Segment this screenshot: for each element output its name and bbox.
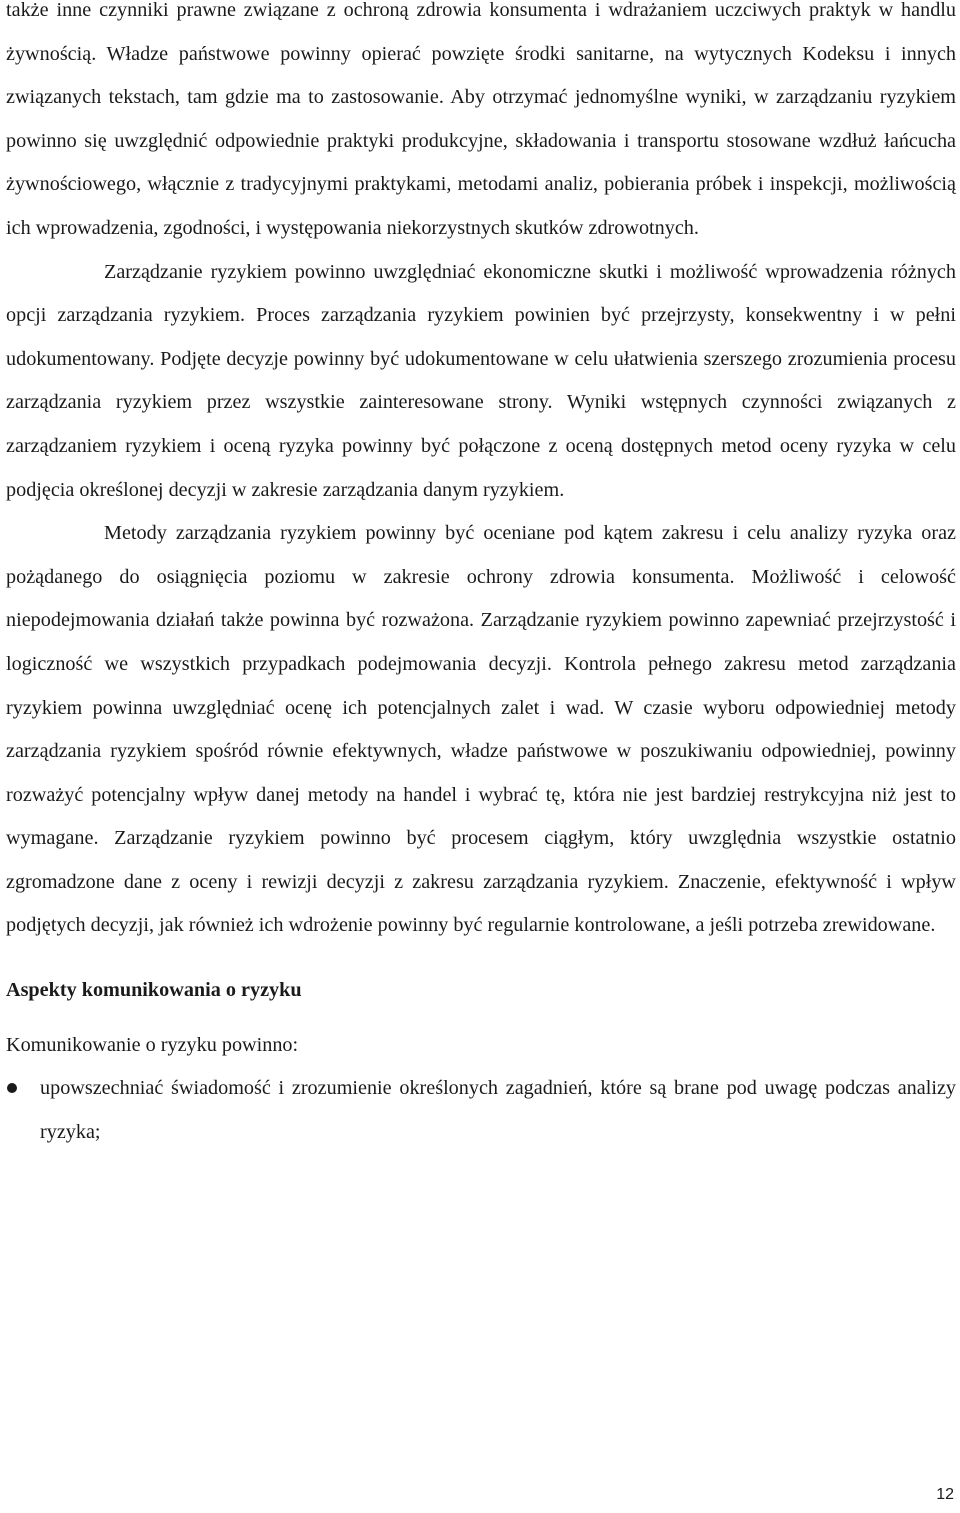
section-heading: Aspekty komunikowania o ryzyku [6, 979, 302, 1002]
list-item-text: upowszechniać świadomość i zrozumienie określonych zagadnień, które są brane pod uwagę podczas analizy ryzyka; [40, 1077, 956, 1143]
document-page [6, 0, 956, 1154]
list-intro: Komunikowanie o ryzyku powinno: [6, 1033, 299, 1056]
body-paragraph: także inne czynniki prawne związane z ochroną zdrowia konsumenta i wdrażaniem uczciwych praktyk w handlu żywnością. Władze państwowe powinny opierać powzięte środki sanitarne, na wytycznych Kodeksu i innych związanych tekstach, tam gdzie ma to zastosowanie. Aby otrzymać jednomyślne wyniki, w zarządzaniu ryzykiem powinno się uwzględnić odpowiednie praktyki produkcyjne, składowania i transportu stosowane wzdłuż łańcucha żywnościowego, włącznie z tradycyjnymi praktykami, metodami analiz, pobierania próbek i inspekcji, możliwością ich wprowadzenia, zgodności, i występowania niekorzystnych skutków zdrowotnych. [6, 0, 956, 239]
page-number: 12 [936, 1486, 954, 1503]
body-paragraph: Metody zarządzania ryzykiem powinny być oceniane pod kątem zakresu i celu analizy ryzyka oraz pożądanego do osiągnięcia poziomu w zakresie ochrony zdrowia konsumenta. Możliwość i celowość niepodejmowania działań także powinna być rozważona. Zarządzanie ryzykiem powinno zapewniać przejrzystość i logiczność we wszystkich przypadkach podejmowania decyzji. Kontrola pełnego zakresu metod zarządzania ryzykiem powinna uwzględniać ocenę ich potencjalnych zalet i wad. W czasie wyboru odpowiedniej metody zarządzania ryzykiem spośród równie efektywnych, władze państwowe w poszukiwaniu odpowiedniej, powinny rozważyć potencjalny wpływ danej metody na handel i wybrać tę, która nie jest bardziej restrykcyjna niż jest to wymagane. Zarządzanie ryzykiem powinno być procesem ciągłym, który uwzględnia wszystkie ostatnio zgromadzone dane z oceny i rewizji decyzji z zakresu zarządzania ryzykiem. Znaczenie, efektywność i wpływ podjętych decyzji, jak również ich wdrożenie powinny być regularnie kontrolowane, a jeśli potrzeba zrewidowane. [6, 522, 956, 937]
bullet-icon [7, 1083, 17, 1093]
body-paragraph: Zarządzanie ryzykiem powinno uwzględniać ekonomiczne skutki i możliwość wprowadzenia różnych opcji zarządzania ryzykiem. Proces zarządzania ryzykiem powinien być przejrzysty, konsekwentny i w pełni udokumentowany. Podjęte decyzje powinny być udokumentowane w celu ułatwienia szerszego zrozumienia procesu zarządzania ryzykiem przez wszystkie zainteresowane strony. Wyniki wstępnych czynności związanych z zarządzaniem ryzykiem i oceną ryzyka powinny być połączone z oceną dostępnych metod oceny ryzyka w celu podjęcia określonej decyzji w zakresie zarządzania danym ryzykiem. [6, 260, 956, 501]
bullet-list [6, 1067, 956, 1154]
list-item [6, 1067, 956, 1154]
